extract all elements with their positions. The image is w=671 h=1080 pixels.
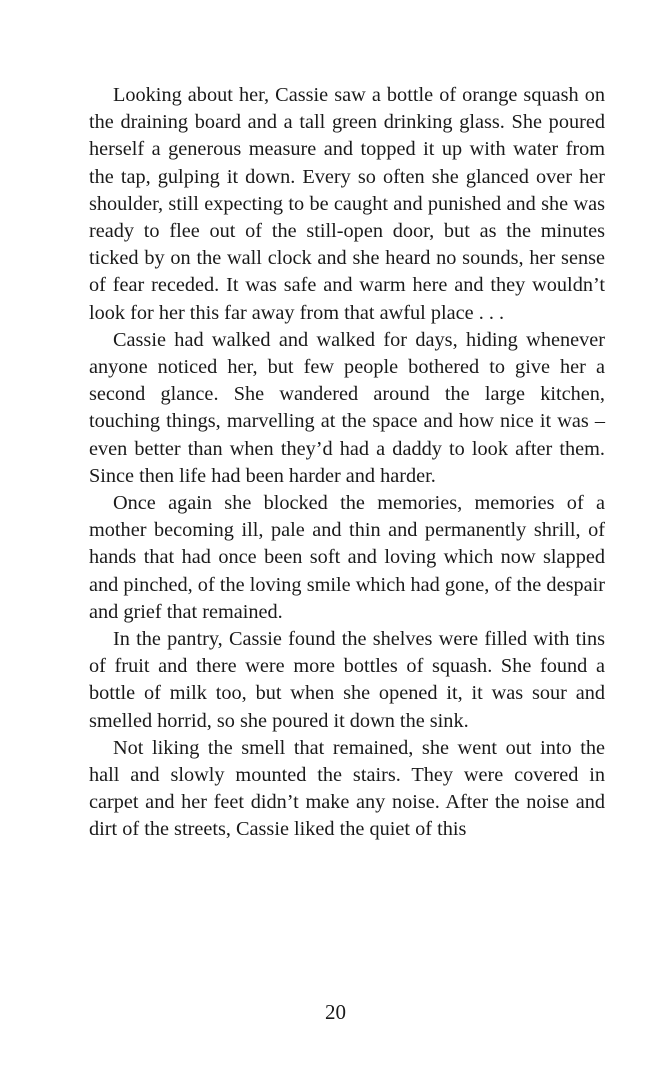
paragraph-4: In the pantry, Cassie found the shelves were filled with tins of fruit and there were more bottles of squash. She found a bottle of milk too, but when she opened it, it was sour and smelled horrid, so she poured it down the sink.: [89, 628, 605, 732]
paragraph-2: Cassie had walked and walked for days, hiding whenever anyone noticed her, but few people bothered to give her a second glance. She wandered around the large kitchen, touching things, marvelling at the space and how nice it was – even better than when they’d had a daddy to look after them. Since then life had been harder and harder.: [89, 328, 605, 487]
body-text: [89, 82, 605, 844]
paragraph-5: Not liking the smell that remained, she went out into the hall and slowly mounted the stairs. They were covered in carpet and her feet didn’t make any noise. After the noise and dirt of the streets, Cassie liked the quiet of this: [89, 736, 605, 841]
page-number: 20: [325, 1000, 346, 1024]
paragraph-3: Once again she blocked the memories, memories of a mother becoming ill, pale and thin and permanently shrill, of hands that had once been soft and loving which now slapped and pinched, of the loving smile which had gone, of the despair and grief that remained.: [89, 492, 605, 623]
paragraph-1: Looking about her, Cassie saw a bottle of orange squash on the draining board and a tall green drinking glass. She poured herself a generous measure and topped it up with water from the tap, gulping it down. Every so often she glanced over her shoulder, still expecting to be caught and punished and she was ready to flee out of the still-open door, but as the minutes ticked by on the wall clock and she heard no sounds, her sense of fear receded. It was safe and warm here and they wouldn’t look for her this far away from that awful place . . .: [89, 84, 605, 324]
